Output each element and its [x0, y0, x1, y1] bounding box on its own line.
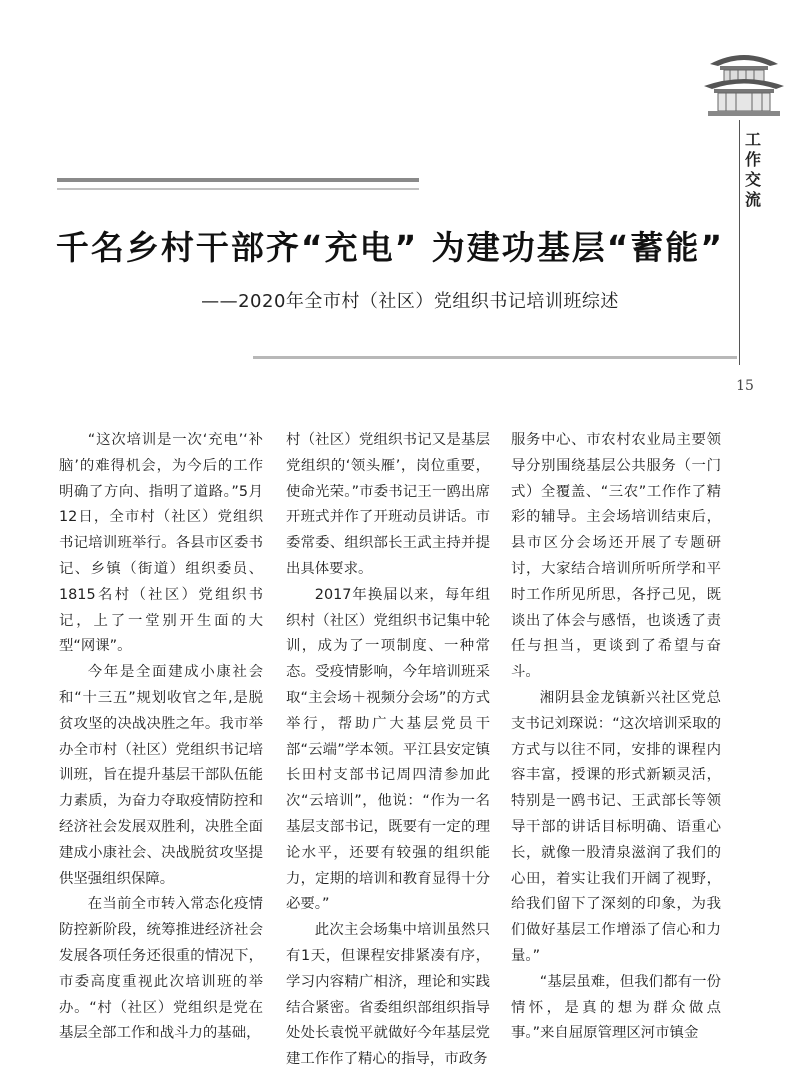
paragraph: 湘阴县金龙镇新兴社区党总支书记刘琛说：“这次培训采取的方式与以往不同，安排的课程内容丰富，授课的形式新颖灵活，特别是一鸥书记、王武部长等领导干部的讲话目标明确、语重心长，就像一股清泉滋润了我们的心田，着实让我们开阔了视野，给我们留下了深刻的印象，为我们做好基层工作增添了信心和力量。” [511, 689, 721, 964]
text-column-3 [511, 428, 721, 1047]
article-subtitle: ——2020年全市村（社区）党组织书记培训班综述 [201, 291, 619, 312]
paragraph: 此次主会场集中培训虽然只有1天，但课程安排紧凑有序，学习内容精广相济，理论和实践结合紧密。省委组织部组织指导处处长袁悦平就做好今年基层党建工作作了精心的指导，市政务 [286, 922, 490, 1068]
page-number: 15 [736, 378, 754, 394]
paragraph: 村（社区）党组织书记又是基层党组织的‘领头雁’，岗位重要，使命光荣。”市委书记王一鸥出席开班式并作了开班动员讲话。市委常委、组织部长王武主持并提出具体要求。 [286, 432, 490, 577]
pavilion-icon [700, 44, 788, 118]
paragraph: 在当前全市转入常态化疫情防控新阶段，统筹推进经济社会发展各项任务还很重的情况下，市委高度重视此次培训班的举办。“村（社区）党组织是党在基层全部工作和战斗力的基础， [59, 896, 263, 1042]
title-rule-top [57, 178, 419, 182]
paragraph: 服务中心、市农村农业局主要领导分别围绕基层公共服务（一门式）全覆盖、“三农”工作作了精彩的辅导。主会场培训结束后，县市区分会场还开展了专题研讨，大家结合培训所听所学和平时工作所见所思，各抒己见，既谈出了体会与感悟，也谈透了责任与担当，更谈到了希望与奋斗。 [511, 432, 721, 681]
paragraph: 2017年换届以来，每年组织村（社区）党组织书记集中轮训，成为了一项制度、一种常态。受疫情影响，今年培训班采取“主会场＋视频分会场”的方式举行，帮助广大基层党员干部“云端”学本领。平江县安定镇长田村支部书记周四清参加此次“云培训”，他说：“作为一名基层支部书记，既要有一定的理论水平，还要有较强的组织能力，定期的培训和教育显得十分必要。” [286, 586, 490, 913]
title-rule-top-thin [57, 188, 419, 190]
paragraph: “这次培训是一次‘充电’‘补脑’的难得机会，为今后的工作明确了方向、指明了道路。”5月12日，全市村（社区）党组织书记培训班举行。各县市区委书记、乡镇（街道）组织委员、1815名村（社区）党组织书记，上了一堂别开生面的大型“网课”。 [59, 432, 263, 655]
title-rule-bottom [253, 356, 737, 359]
text-column-2 [286, 428, 490, 1073]
text-column-1 [59, 428, 263, 1047]
article-title: 千名乡村干部齐“充电” 为建功基层“蓄能” [55, 228, 725, 267]
paragraph: 今年是全面建成小康社会和“十三五”规划收官之年,是脱贫攻坚的决战决胜之年。我市举办全市村（社区）党组织书记培训班，旨在提升基层干部队伍能力素质，为奋力夺取疫情防控和经济社会发展双胜利，决胜全面建成小康社会、决战脱贫攻坚提供坚强组织保障。 [59, 664, 263, 887]
section-label: 工作交流 [745, 130, 762, 209]
paragraph: “基层虽难，但我们都有一份情怀，是真的想为群众做点事。”来自屈原管理区河市镇金 [511, 973, 721, 1042]
